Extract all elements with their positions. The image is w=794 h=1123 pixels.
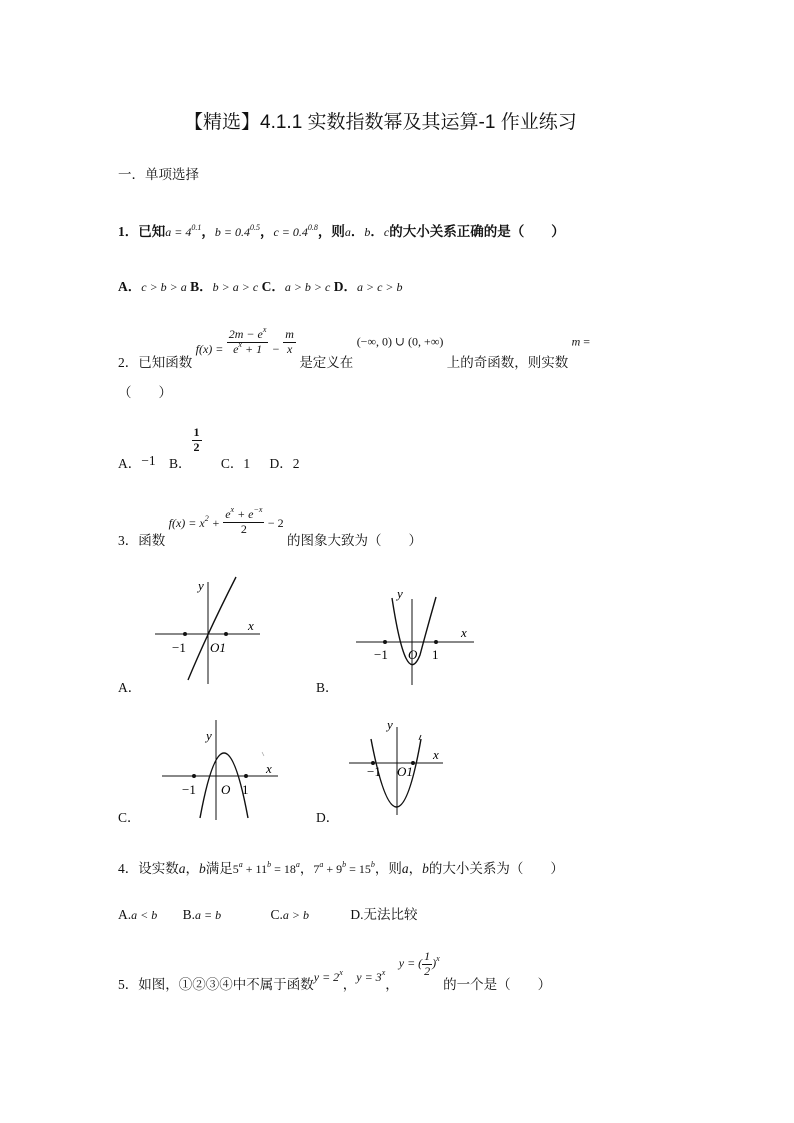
q1-options: A．c > b > a B．b > a > c C．a > b > c D．a > c > b — [118, 279, 403, 294]
q1-prefix: 1．已知 — [118, 224, 166, 239]
graph-c-neg-one: −1 — [182, 782, 196, 797]
graph-b-one: 1 — [432, 647, 439, 662]
q5-func-2: $y = 3^x$ — [356, 968, 386, 985]
graph-d-y-label: y — [387, 717, 393, 732]
graph-d — [345, 715, 455, 817]
graph-a-x-label: x — [248, 618, 254, 633]
q1-suffix: 的大小关系正确的是（ ） — [389, 224, 565, 239]
q3-fraction: $\frac{e^x + e^{-x}}{2}$ — [225, 505, 263, 536]
graph-c-label: C． — [118, 810, 141, 825]
graph-d-origin: O1 — [397, 764, 413, 779]
question-1: 1．已知$a = 4^{0.1}$，$b = 0.4^{0.5}$，$c = 0.4^{0.8}$，则a．b．c的大小关系正确的是（ ） — [118, 223, 565, 239]
section-heading: 一．单项选择 — [118, 167, 199, 182]
q2-options: A．−1 B． $\frac{1}{2}$ C．1 D．2 — [118, 425, 300, 472]
q1-a-def: $a = 4^{0.1}$ — [165, 223, 202, 239]
graph-a-label: A． — [118, 680, 142, 695]
q2-domain: (−∞, 0) ∪ (0, +∞) — [356, 334, 444, 349]
graph-b-y-label: y — [397, 586, 403, 601]
page-title: 【精选】4.1.1 实数指数幂及其运算-1 作业练习 — [184, 112, 577, 133]
graph-b-x-label: x — [461, 625, 467, 640]
graph-b-neg-one: −1 — [374, 647, 388, 662]
q1-c-def: $c = 0.4^{0.8}$ — [273, 223, 318, 239]
graph-d-x-label: x — [433, 747, 439, 762]
q5-func-3: y = ( $\frac{1}{2}$ )$^x$ — [398, 949, 440, 978]
graph-c-x-label: x — [266, 761, 272, 776]
q2-fraction-1: $\frac{2m - e^x}{e^x + 1}$ — [228, 325, 267, 356]
graph-a-y-label: y — [198, 578, 204, 593]
question-4: 4．设实数a，b满足$5^a + 11^b = 18^a$，$7^a + 9^b = 15^b$，则a，b的大小关系为（ ） — [118, 860, 564, 876]
graph-c-y-label: y — [206, 728, 212, 743]
graph-c-one: 1 — [242, 782, 249, 797]
graph-a-neg-one: −1 — [172, 640, 186, 655]
q4-options: A.a < b B.a = b C.a > b D.无法比较 — [118, 907, 418, 922]
graph-a-origin: O1 — [210, 640, 226, 655]
q1-b-def: $b = 0.4^{0.5}$ — [214, 223, 260, 239]
graph-c — [158, 718, 283, 823]
q4-equation-2: $7^a + 9^b = 15^b$ — [313, 860, 375, 876]
question-5: 5．如图，①②③④中不属于函数$y = 2^x$，$y = 3^x$，y = ( $\frac{1}{2}$ )$^x$ 的一个是（ ） — [118, 949, 552, 993]
q2-paren: （ ） — [118, 385, 172, 400]
question-3: 3．函数 $f(x) = x^2$ + $\frac{e^x + e^{-x}}{2}$ − 2 的图象大致为（ ） — [118, 505, 422, 549]
graph-d-label: D． — [316, 810, 340, 825]
graph-b-origin: O — [408, 647, 418, 662]
q5-func-1: $y = 2^x$ — [313, 968, 343, 985]
question-2: 2．已知函数 f(x) = $\frac{2m - e^x}{e^x + 1}$ − $\frac{m}{x}$ 是定义在 (−∞, 0) ∪ (0, +∞) 上的奇函数，则实数 m = — [118, 325, 591, 371]
graph-c-origin: O — [221, 782, 231, 797]
q4-equation-1: $5^a + 11^b = 18^a$ — [232, 860, 300, 876]
graph-d-neg-one: −1 — [367, 764, 381, 779]
q2-fraction-2: $\frac{m}{x}$ — [285, 327, 294, 356]
graph-b — [352, 585, 477, 690]
graph-b-label: B． — [316, 680, 339, 695]
graph-a — [150, 572, 270, 687]
